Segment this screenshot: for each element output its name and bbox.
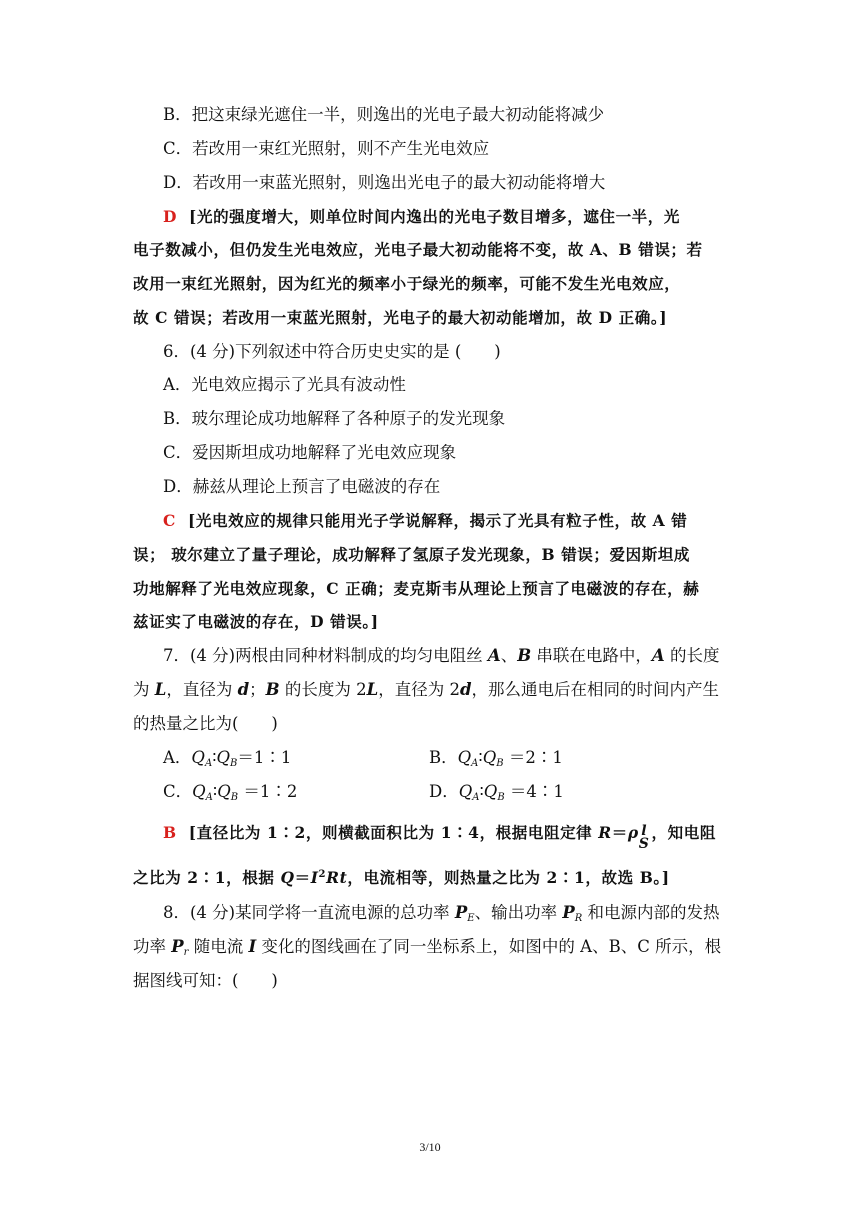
q6-option-b: B．玻尔理论成功地解释了各种原子的发光现象 <box>163 409 506 428</box>
q8-stem-line-1: 8．(4 分)某同学将一直流电源的总功率 $P_E$、输出功率 $P_R$ 和电源内部的发热 <box>163 903 720 924</box>
q6-option-a: A．光电效应揭示了光具有波动性 <box>163 375 406 394</box>
q5-option-b: B．把这束绿光遮住一半，则逸出的光电子最大初动能将减少 <box>163 105 605 124</box>
q7-explanation-line-2: 之比为 2∶1，根据 $Q=I^2Rt$，电流相等，则热量之比为 2∶1，故选 B。] <box>133 868 670 887</box>
q5-explanation-line-2: 电子数减小，但仍发生光电效应，光电子最大初动能将不变，故 A、B 错误；若 <box>133 240 703 259</box>
q5-option-d: D．若改用一束蓝光照射，则逸出光电子的最大初动能将增大 <box>163 173 606 192</box>
q6-explain-text-1: [光电效应的规律只能用光子学说解释，揭示了光具有粒子性，故 A 错 <box>187 511 688 530</box>
q7-stem-line-1: 7．(4 分)两根由同种材料制成的均匀电阻丝 A、B 串联在电路中，A 的长度 <box>163 646 720 665</box>
q6-option-d: D．赫兹从理论上预言了电磁波的存在 <box>163 477 441 496</box>
q5-answer-key: D <box>163 207 178 226</box>
q7-stem-line-2: 为 L，直径为 d；B 的长度为 2L，直径为 2d，那么通电后在相同的时间内产生 <box>133 680 720 699</box>
q5-explanation-line-4: 故 C 错误；若改用一束蓝光照射，光电子的最大初动能增加，故 D 正确。] <box>133 308 668 327</box>
q7-option-d: D．$Q_A∶Q_B$ ＝4∶1 <box>429 782 564 803</box>
q5-option-c: C．若改用一束红光照射，则不产生光电效应 <box>163 139 490 158</box>
q7-explanation-line-1: B [直径比为 1∶2，则横截面积比为 1∶4，根据电阻定律 R＝ρ l S ，知电阻 <box>163 823 716 852</box>
q6-explanation-line-4: 兹证实了电磁波的存在，D 错误。] <box>133 612 379 631</box>
q7-answer-key: B <box>163 823 177 842</box>
q6-explanation-line-2: 误； 玻尔建立了量子理论，成功解释了氢原子发光现象，B 错误；爱因斯坦成 <box>133 545 690 564</box>
q8-stem-line-2: 功率 $P_r$ 随电流 I 变化的图线画在了同一坐标系上，如图中的 A、B、C 所示，根 <box>133 937 722 958</box>
q7-option-a: A．$Q_A∶Q_B=1∶1$ <box>163 748 292 769</box>
q8-stem-line-3: 据图线可知：( ) <box>133 971 278 990</box>
resistivity-fraction: l S <box>638 823 650 852</box>
q6-option-c: C．爱因斯坦成功地解释了光电效应现象 <box>163 443 457 462</box>
q6-explanation-line-1 <box>163 510 687 532</box>
q5-explanation-line-1 <box>163 206 680 228</box>
q7-option-b: B．$Q_A∶Q_B$ ＝2∶1 <box>429 748 563 769</box>
q7-option-c: C．$Q_A∶Q_B$ ＝1∶2 <box>163 782 298 803</box>
q6-stem: 6．(4 分)下列叙述中符合历史史实的是 ( ) <box>163 342 501 361</box>
page-number: 3/10 <box>419 1140 441 1154</box>
q6-explanation-line-3: 功地解释了光电效应现象，C 正确；麦克斯韦从理论上预言了电磁波的存在，赫 <box>133 579 700 598</box>
q5-explanation-line-3: 改用一束红光照射，因为红光的频率小于绿光的频率，可能不发生光电效应， <box>133 274 681 293</box>
q7-stem-line-3: 的热量之比为( ) <box>133 714 278 733</box>
q5-explain-text-1: [光的强度增大，则单位时间内逸出的光电子数目增多，遮住一半，光 <box>189 207 680 226</box>
q6-answer-key: C <box>163 511 176 530</box>
